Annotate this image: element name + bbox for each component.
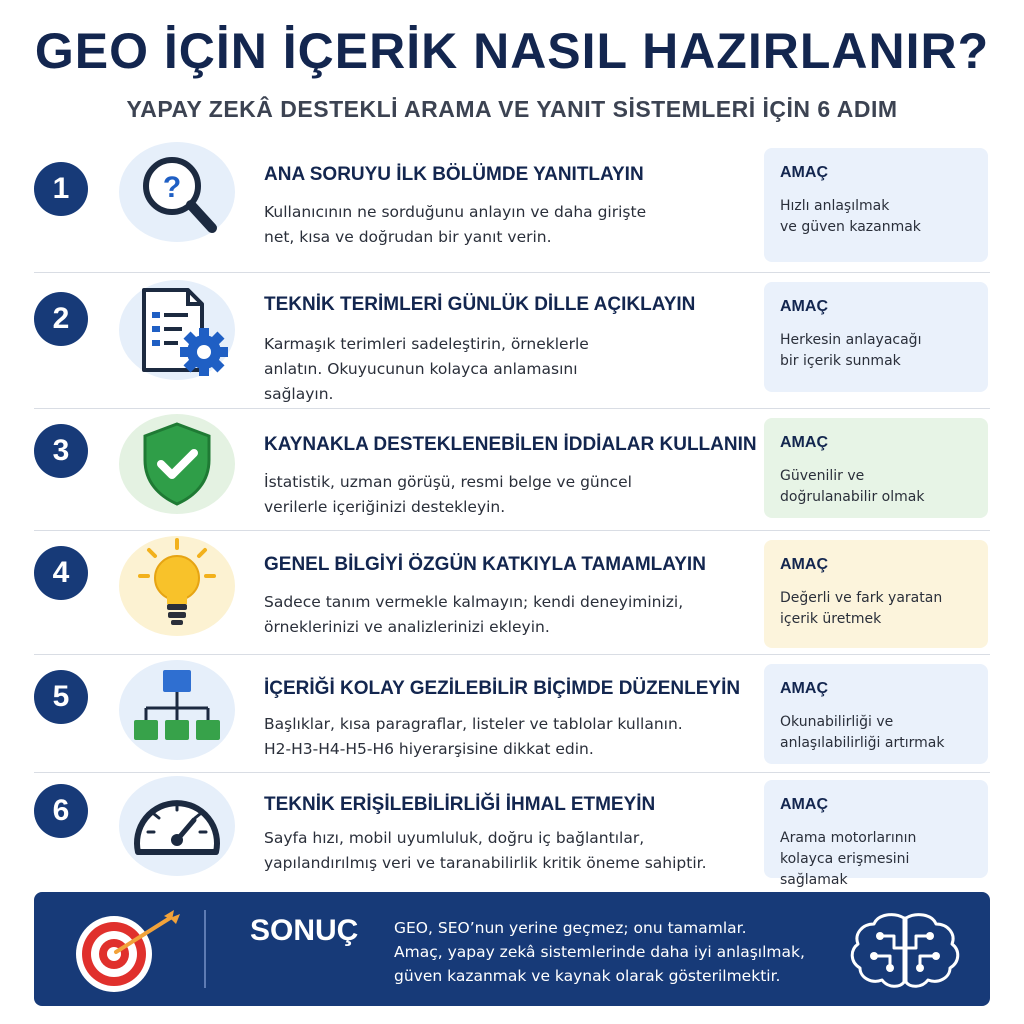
step-number: 2 — [34, 292, 88, 346]
svg-text:?: ? — [162, 171, 182, 204]
divider — [34, 272, 990, 273]
goal-box — [764, 780, 988, 888]
conclusion-label: SONUÇ — [250, 914, 359, 947]
step-title: İÇERİĞİ KOLAY GEZİLEBİLİR BİÇİMDE DÜZENLEYİN — [264, 678, 741, 699]
target-arrow-icon — [66, 908, 186, 994]
goal-text: Herkesin anlayacağı bir içerik sunmak — [780, 332, 922, 369]
goal-text: Okunabilirliği ve anlaşılabilirliği artırmak — [780, 714, 945, 751]
step-number: 4 — [34, 546, 88, 600]
goal-text: Güvenilir ve doğrulanabilir olmak — [780, 468, 925, 505]
brain-circuit-icon — [840, 910, 970, 990]
separator — [204, 910, 206, 988]
goal-text: Arama motorlarının kolayca erişmesini sağlamak — [780, 830, 917, 888]
goal-label: AMAÇ — [780, 796, 828, 813]
goal-box — [764, 282, 988, 392]
page-title: GEO İÇİN İÇERİK NASIL HAZIRLANIR? — [34, 23, 990, 79]
goal-box — [764, 664, 988, 764]
step-title: TEKNİK TERİMLERİ GÜNLÜK DİLLE AÇIKLAYIN — [264, 294, 696, 315]
step-description: Kullanıcının ne sorduğunu anlayın ve daha girişte net, kısa ve doğrudan bir yanıt verin. — [264, 203, 647, 246]
step-description: Karmaşık terimleri sadeleştirin, örneklerle anlatın. Okuyucunun kolayca anlamasını sağlayın. — [264, 335, 589, 403]
magnifier-question-icon — [116, 142, 238, 242]
step-description: Sayfa hızı, mobil uyumluluk, doğru iç bağlantılar, yapılandırılmış veri ve taranabilirlik kritik öneme sahiptir. — [264, 829, 707, 872]
conclusion-text: GEO, SEO’nun yerine geçmez; onu tamamlar. Amaç, yapay zekâ sistemlerinde daha iyi anlaşılmak, güven kazanmak ve kaynak olarak gösterilmektir. — [394, 919, 805, 985]
divider — [34, 654, 990, 655]
step-number: 6 — [34, 784, 88, 838]
step-title: TEKNİK ERİŞİLEBİLİRLİĞİ İHMAL ETMEYİN — [264, 794, 656, 815]
lightbulb-icon — [116, 536, 238, 636]
step-description: Sadece tanım vermekle kalmayın; kendi deneyiminizi, örneklerinizi ve analizlerinizi ekleyin. — [264, 593, 684, 636]
conclusion-banner — [34, 892, 990, 1006]
goal-box — [764, 418, 988, 518]
step-title: GENEL BİLGİYİ ÖZGÜN KATKIYLA TAMAMLAYIN — [264, 554, 706, 575]
goal-text: Değerli ve fark yaratan içerik üretmek — [780, 590, 943, 627]
hierarchy-icon — [116, 660, 238, 760]
step-number: 5 — [34, 670, 88, 724]
divider — [34, 408, 990, 409]
goal-label: AMAÇ — [780, 434, 828, 451]
step-title: ANA SORUYU İLK BÖLÜMDE YANITLAYIN — [264, 164, 644, 185]
speedometer-icon — [116, 776, 238, 876]
step-description: İstatistik, uzman görüşü, resmi belge ve güncel verilerle içeriğinizi destekleyin. — [264, 473, 632, 516]
goal-text: Hızlı anlaşılmak ve güven kazanmak — [780, 198, 921, 235]
goal-label: AMAÇ — [780, 556, 828, 573]
step-description: Başlıklar, kısa paragraflar, listeler ve tablolar kullanın. H2-H3-H4-H5-H6 hiyerarşisine dikkat edin. — [264, 715, 683, 758]
page-subtitle: YAPAY ZEKÂ DESTEKLİ ARAMA VE YANIT SİSTEMLERİ İÇİN 6 ADIM — [126, 96, 898, 122]
divider — [34, 772, 990, 773]
step-number: 3 — [34, 424, 88, 478]
goal-box — [764, 148, 988, 262]
goal-label: AMAÇ — [780, 680, 828, 697]
shield-check-icon — [116, 414, 238, 514]
step-number: 1 — [34, 162, 88, 216]
document-gear-icon — [116, 280, 238, 380]
goal-box — [764, 540, 988, 648]
goal-label: AMAÇ — [780, 298, 828, 315]
goal-label: AMAÇ — [780, 164, 828, 181]
divider — [34, 530, 990, 531]
step-title: KAYNAKLA DESTEKLENEBİLEN İDDİALAR KULLANIN — [264, 434, 757, 455]
